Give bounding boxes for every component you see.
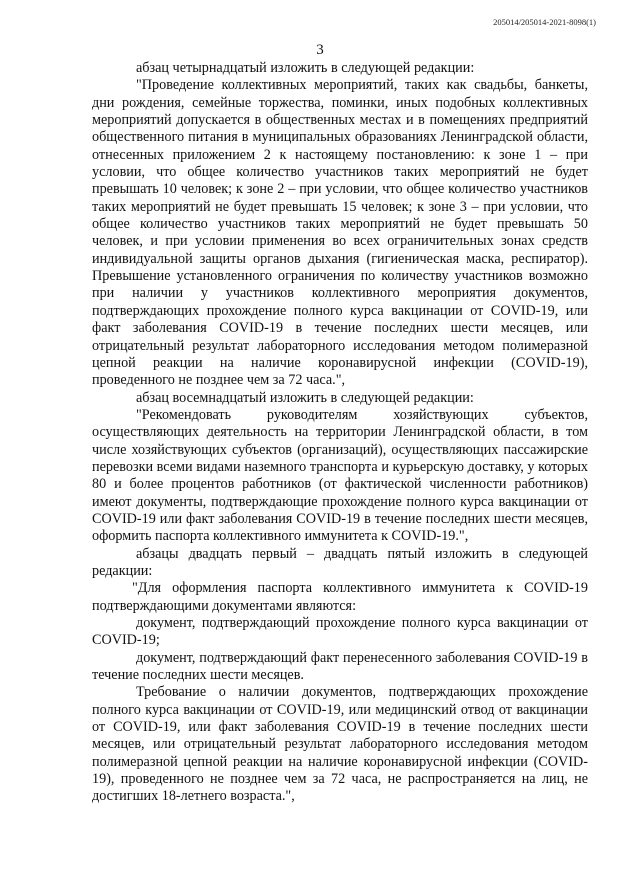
paragraph-3: абзац восемнадцатый изложить в следующей редакции:	[136, 389, 474, 406]
paragraph-7: документ, подтверждающий прохождение полного курса вакцинации от COVID-19;	[92, 615, 588, 649]
paragraph-6: "Для оформления паспорта коллективного иммунитета к COVID-19 подтверждающими документами являются:	[92, 580, 588, 614]
page-number: 3	[316, 42, 324, 58]
paragraph-4: "Рекомендовать руководителям хозяйствующих субъектов, осуществляющих деятельность на территории Ленинградской области, в том числе хозяйствующих субъектов (организаций), осуществляющих пассажирские перевозки всеми видами наземного транспорта и курьерскую доставку, у которых 80 и более процентов работников (от фактической численности работников) имеют документы, подтверждающие прохождение полного курса вакцинации от COVID-19 или факт заболевания COVID-19 в течение последних шести месяцев, оформить паспорта коллективного иммунитета к COVID-19.",	[92, 406, 588, 545]
paragraph-8: документ, подтверждающий факт перенесенного заболевания COVID-19 в течение последних шести месяцев.	[92, 649, 588, 684]
document-id: 205014/205014-2021-8098(1)	[493, 17, 596, 27]
paragraph-2: "Проведение коллективных мероприятий, таких как свадьбы, банкеты, дни рождения, семейные торжества, поминки, иных подобных коллективных мероприятий допускается в общественных местах и в помещениях предприятий общественного питания в муниципальных образованиях Ленинградской области, отнесенных приложением 2 к настоящему постановлению: к зоне 1 – при условии, что общее количество участников таких мероприятий не будет превышать 10 человек; к зоне 2 – при условии, что общее количество участников таких мероприятий не будет превышать 15 человек; к зоне 3 – при условии, что общее количество участников таких мероприятий не будет превышать 50 человек, и при условии применения во всех ограничительных зонах средств индивидуальной защиты органов дыхания (гигиеническая маска, респиратор). Превышение установленного ограничения по количеству участников возможно при наличии у участников коллективного мероприятия документов, подтверждающих прохождение полного курса вакцинации от COVID-19, или факт заболевания COVID-19 в течение последних шести месяцев, или отрицательный результат лабораторного исследования методом полимеразной цепной реакции на наличие коронавирусной инфекции (COVID-19), проведенного не позднее чем за 72 часа.",	[92, 77, 588, 389]
document-body	[92, 60, 588, 806]
paragraph-5: абзацы двадцать первый – двадцать пятый изложить в следующей редакции:	[92, 545, 588, 579]
paragraph-1: абзац четырнадцатый изложить в следующей редакции:	[136, 60, 475, 76]
paragraph-9: Требование о наличии документов, подтверждающих прохождение полного курса вакцинации от COVID-19, или медицинский отвод от вакцинации от COVID-19, или факт заболевания COVID-19 в течение последних шести месяцев, или отрицательный результат лабораторного исследования методом полимеразной цепной реакции на наличие коронавирусной инфекции (COVID-19), проведенного не позднее чем за 72 часа, не распространяется на лиц, не достигших 18-летнего возраста.",	[92, 684, 588, 805]
